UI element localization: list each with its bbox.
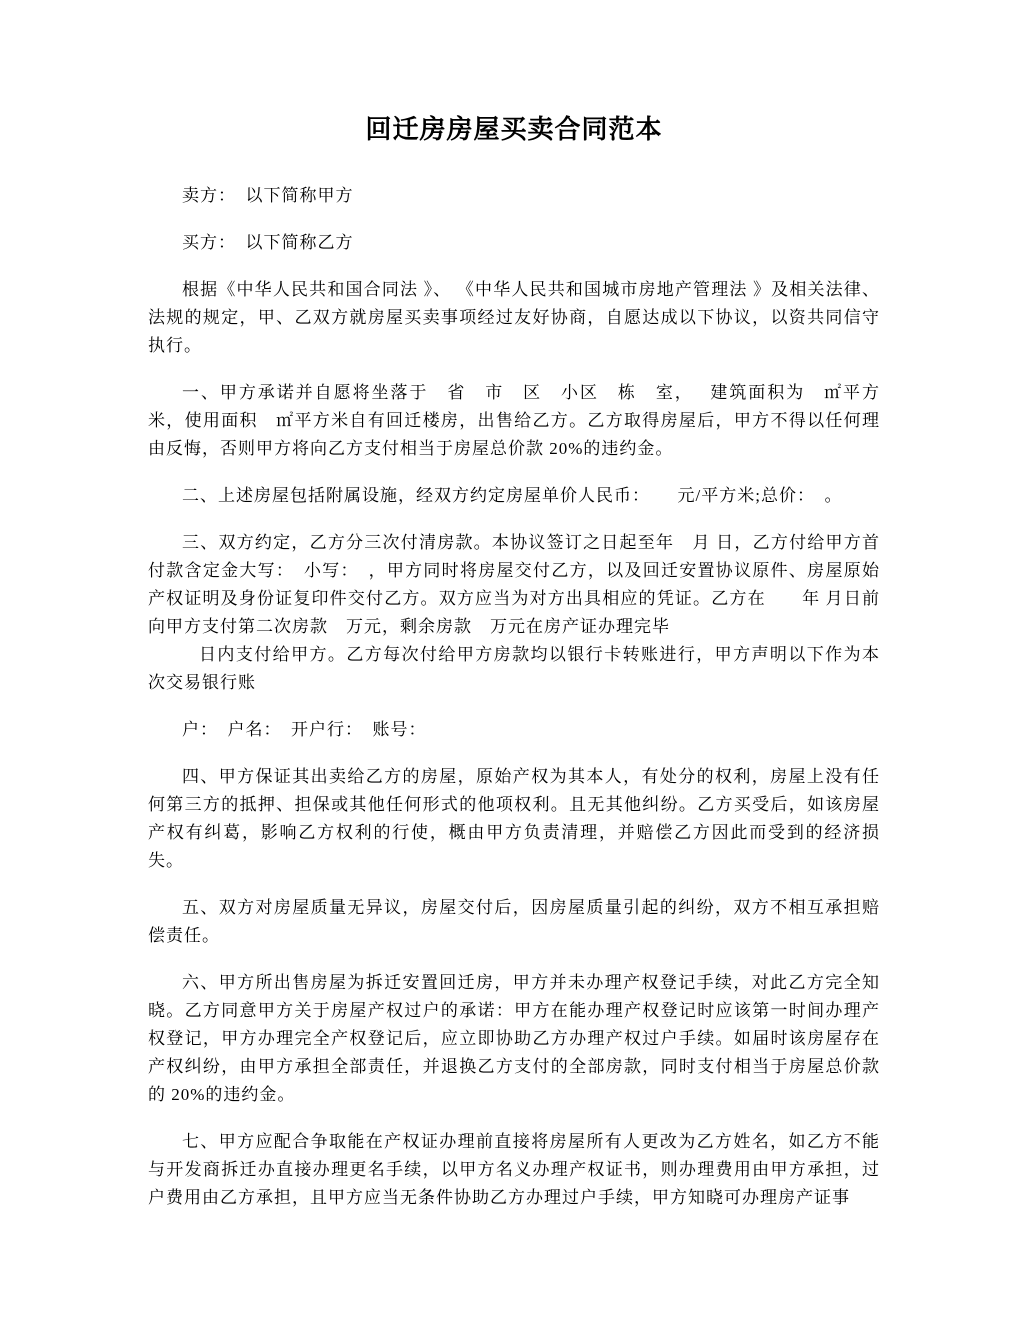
paragraph-clause-4: 四、甲方保证其出卖给乙方的房屋，原始产权为其本人，有处分的权利，房屋上没有任何第三方的抵押、担保或其他任何形式的他项权利。且无其他纠纷。乙方买受后，如该房屋产权有纠葛，影响乙方权利的行使，概由甲方负责清理，并赔偿乙方因此而受到的经济损失。: [148, 767, 880, 870]
contract-body: [148, 114, 880, 1231]
paragraph-clause-6: 六、甲方所出售房屋为拆迁安置回迁房，甲方并未办理产权登记手续，对此乙方完全知晓。乙方同意甲方关于房屋产权过户的承诺：甲方在能办理产权登记时应该第一时间办理产权登记，甲方办理完全产权登记后，应立即协助乙方办理产权过户手续。如届时该房屋存在产权纠纷，由甲方承担全部责任，并退换乙方支付的全部房款，同时支付相当于房屋总价款的 20%的违约金。: [148, 973, 880, 1104]
paragraph-bank-account: 户： 户名： 开户行： 账号：: [182, 720, 427, 739]
document-title: 回迁房房屋买卖合同范本: [365, 115, 663, 144]
paragraph-buyer: 买方： 以下简称乙方: [182, 233, 354, 252]
paragraph-clause-3-continuation: 日内支付给甲方。乙方每次付给甲方房款均以银行卡转账进行，甲方声明以下作为本次交易银行账: [148, 645, 880, 692]
paragraph-clause-3: 三、双方约定，乙方分三次付清房款。本协议签订之日起至年 月 日，乙方付给甲方首付款含定金大写： 小写： ，甲方同时将房屋交付乙方，以及回迁安置协议原件、房屋原始产权证明及身份证复印件交付乙方。双方应当为对方出具相应的凭证。乙方在 年 月日前向甲方支付第二次房款 万元，剩余房款 万元在房产证办理完毕: [148, 533, 880, 636]
paragraph-seller: 卖方： 以下简称甲方: [182, 186, 354, 205]
paragraph-clause-2: 二、上述房屋包括附属设施，经双方约定房屋单价人民币： 元/平方米;总价： 。: [182, 486, 843, 505]
paragraph-preamble: 根据《中华人民共和国合同法 》、 《中华人民共和国城市房地产管理法 》及相关法律、法规的规定，甲、乙双方就房屋买卖事项经过友好协商，自愿达成以下协议，以资共同信守执行。: [148, 280, 880, 355]
paragraph-clause-7: 七、甲方应配合争取能在产权证办理前直接将房屋所有人更改为乙方姓名，如乙方不能与开发商拆迁办直接办理更名手续，以甲方名义办理产权证书，则办理费用由甲方承担，过户费用由乙方承担，且甲方应当无条件协助乙方办理过户手续，甲方知晓可办理房产证事: [148, 1132, 880, 1207]
paragraph-clause-1: 一、甲方承诺并自愿将坐落于 省 市 区 小区 栋 室， 建筑面积为 ㎡平方米，使用面积 ㎡平方米自有回迁楼房，出售给乙方。乙方取得房屋后，甲方不得以任何理由反悔，否则甲方将向乙方支付相当于房屋总价款 20%的违约金。: [148, 383, 880, 458]
paragraph-clause-5: 五、双方对房屋质量无异议，房屋交付后，因房屋质量引起的纠纷，双方不相互承担赔偿责任。: [148, 898, 880, 945]
